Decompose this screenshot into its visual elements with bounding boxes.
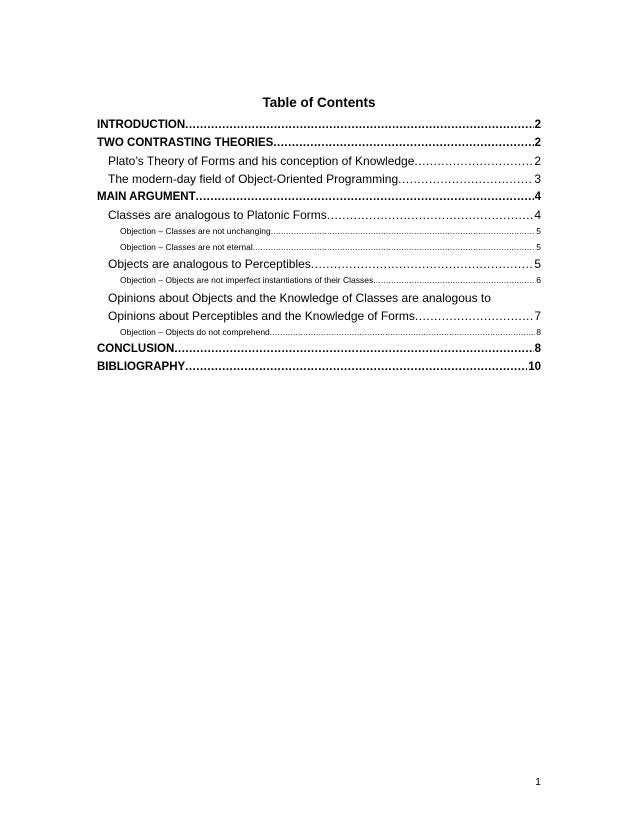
toc-entry-objection-comprehend[interactable] [120,325,541,341]
dot-leader [415,307,533,325]
toc-entry-label: TWO CONTRASTING THEORIES [97,137,274,149]
toc-entry-conclusion[interactable] [97,340,541,358]
toc-entry-label: Objection – Classes are not eternal [120,241,253,252]
dot-leader [174,340,533,358]
toc-entry-classes-platonic-forms[interactable] [108,206,541,224]
toc-entry-label: INTRODUCTION [97,119,186,131]
toc-entry-object-oriented-programming[interactable] [108,170,541,188]
toc-entry-page: 5 [534,257,541,271]
toc-entry-label-line-1: Opinions about Objects and the Knowledge of Classes are analogous to [108,290,491,305]
toc-entry-page: 6 [536,275,541,285]
toc-entry-objection-unchanging[interactable] [120,224,541,240]
toc-entry-page: 10 [528,361,541,373]
toc-entry-two-contrasting-theories[interactable] [97,134,541,152]
toc-entry-label: Objects are analogous to Perceptibles [108,257,311,271]
toc-entry-page: 5 [536,226,541,236]
toc-entry-page: 2 [534,137,541,149]
toc-entry-label: The modern-day field of Object-Oriented Programming [108,172,399,186]
toc-entry-label: Plato’s Theory of Forms and his conception of Knowledge [108,154,415,168]
toc-entry-main-argument[interactable] [97,188,541,206]
toc-entry-objection-imperfect[interactable] [120,273,541,289]
dot-leader [196,188,534,206]
toc-entry-page: 8 [536,326,541,337]
toc-entry-label: Classes are analogous to Platonic Forms [108,208,327,222]
page-number: 1 [535,776,541,788]
toc-entry-label: Objection – Objects do not comprehend [120,326,270,337]
toc-entry-label: MAIN ARGUMENT [97,191,196,203]
toc-entry-page: 8 [534,343,541,355]
dot-leader [271,224,536,240]
toc-entry-objects-perceptibles[interactable] [108,255,541,273]
dot-leader [185,116,533,134]
toc-entry-page: 4 [534,208,541,222]
toc-entry-label: CONCLUSION [97,343,175,355]
toc-entry-objection-eternal[interactable] [120,240,541,256]
toc-entry-page: 5 [536,241,541,252]
toc-entry-page: 4 [534,191,541,203]
toc-entry-label: BIBLIOGRAPHY [97,361,186,373]
toc-entry-platos-theory[interactable] [108,152,541,170]
table-of-contents [97,116,541,376]
dot-leader [398,170,533,188]
toc-entry-opinions-knowledge[interactable] [108,289,541,325]
toc-entry-page: 2 [534,154,541,168]
toc-entry-page: 3 [534,172,541,186]
toc-entry-page: 2 [534,119,541,131]
dot-leader [253,240,535,256]
toc-entry-line-2 [108,307,541,325]
dot-leader [414,152,533,170]
toc-title: Table of Contents [262,95,376,110]
toc-entry-page: 7 [534,308,541,323]
toc-entry-introduction[interactable] [97,116,541,134]
dot-leader [373,273,535,289]
dot-leader [270,325,535,341]
toc-entry-label: Objection – Objects are not imperfect instantiations of their Classes [120,275,374,285]
dot-leader [311,255,534,273]
toc-entry-label-line-2: Opinions about Perceptibles and the Knowledge of Forms [108,308,415,323]
dot-leader [185,358,527,376]
toc-entry-label: Objection – Classes are not unchanging [120,226,271,236]
dot-leader [273,134,533,152]
toc-entry-bibliography[interactable] [97,358,541,376]
dot-leader [327,206,534,224]
